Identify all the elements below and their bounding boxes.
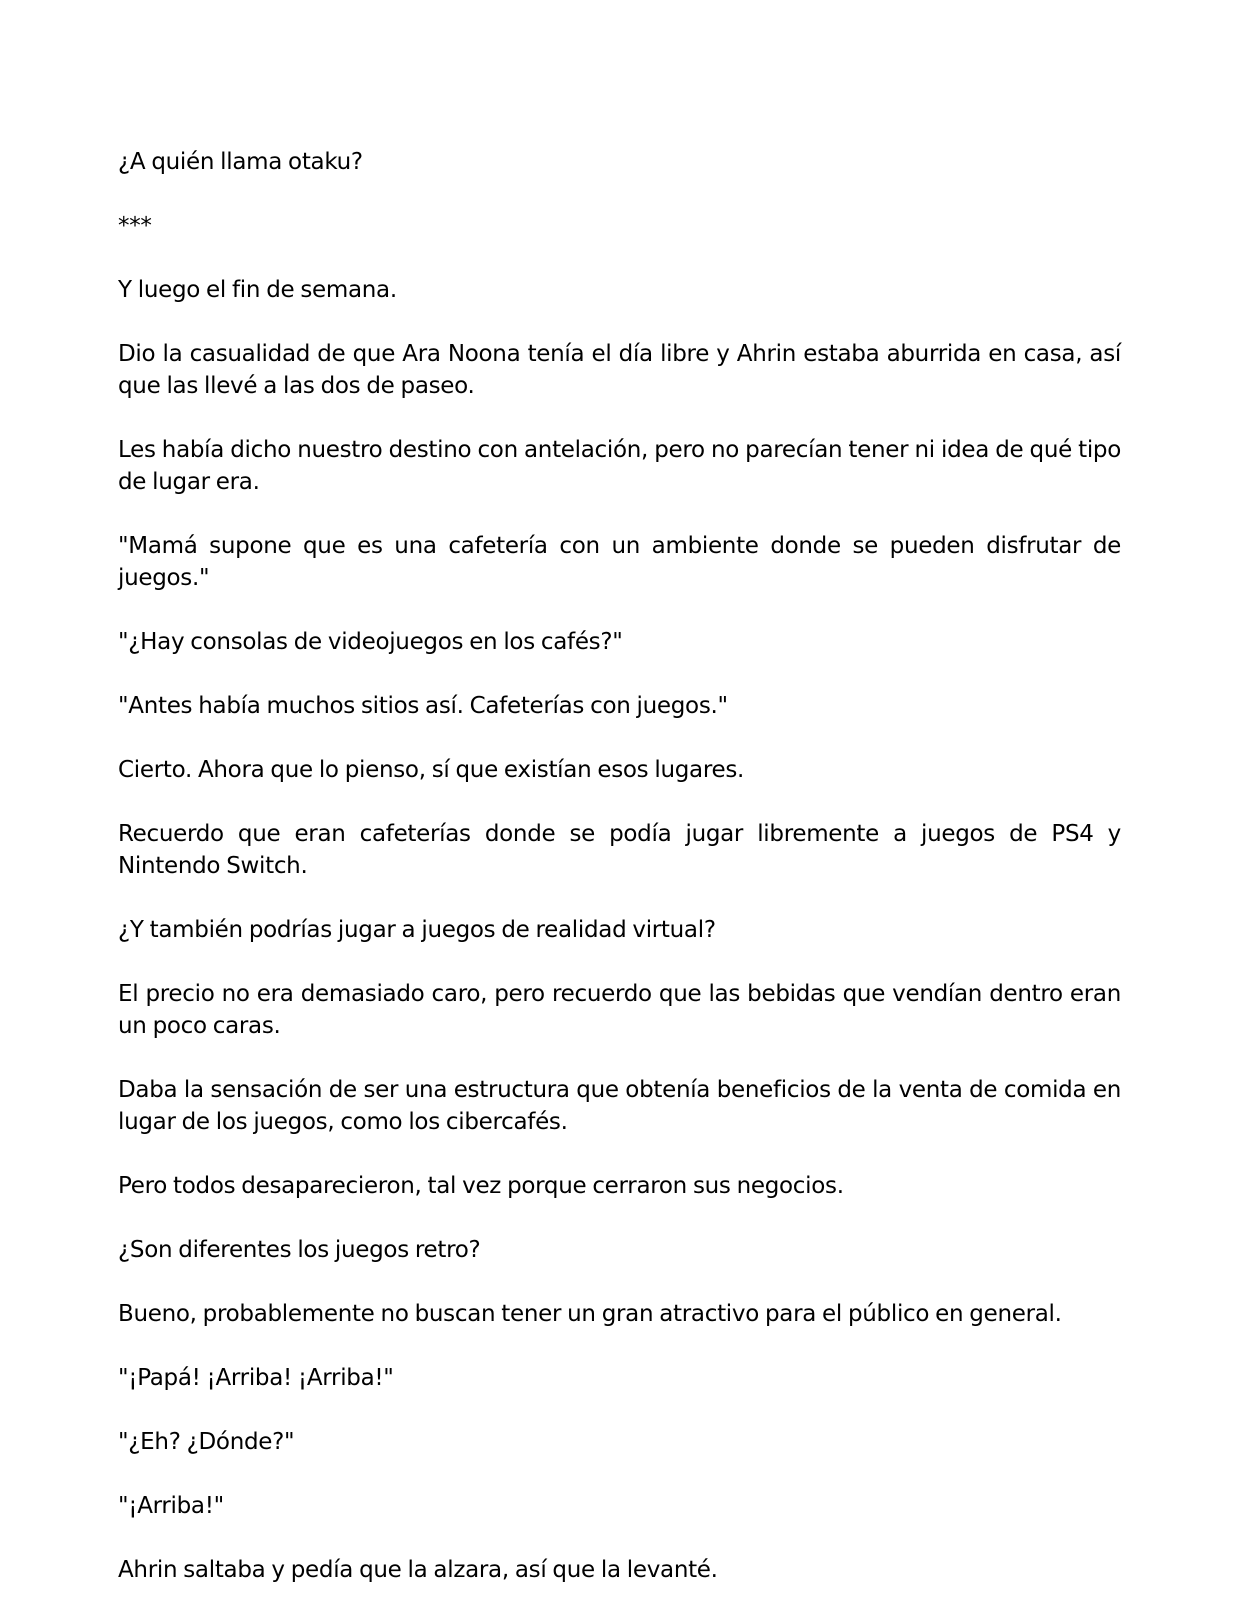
paragraph-scene-break: ***: [118, 213, 152, 239]
paragraph: ¿Y también podrías jugar a juegos de realidad virtual?: [118, 917, 716, 943]
paragraph-dialogue: "Antes había muchos sitios así. Cafeterías con juegos.": [118, 693, 728, 719]
paragraph: Bueno, probablemente no buscan tener un gran atractivo para el público en general.: [118, 1301, 1062, 1327]
paragraph-dialogue: "Mamá supone que es una cafetería con un ambiente donde se pueden disfrutar de juegos.": [118, 533, 1121, 591]
document-body: [118, 146, 1121, 1618]
paragraph-dialogue: "¿Hay consolas de videojuegos en los cafés?": [118, 629, 623, 655]
paragraph: Recuerdo que eran cafeterías donde se podía jugar libremente a juegos de PS4 y Nintendo Switch.: [118, 821, 1121, 879]
paragraph: Pero todos desaparecieron, tal vez porque cerraron sus negocios.: [118, 1173, 844, 1199]
paragraph: Les había dicho nuestro destino con antelación, pero no parecían tener ni idea de qué tipo de lugar era.: [118, 437, 1121, 495]
paragraph-dialogue: "¿Eh? ¿Dónde?": [118, 1429, 295, 1455]
paragraph-dialogue: "¡Papá! ¡Arriba! ¡Arriba!": [118, 1365, 394, 1391]
paragraph: Cierto. Ahora que lo pienso, sí que existían esos lugares.: [118, 757, 745, 783]
paragraph: Dio la casualidad de que Ara Noona tenía el día libre y Ahrin estaba aburrida en casa, así que las llevé a las dos de paseo.: [118, 341, 1121, 399]
paragraph: Daba la sensación de ser una estructura que obtenía beneficios de la venta de comida en lugar de los juegos, como los cibercafés.: [118, 1077, 1121, 1135]
paragraph: Ahrin saltaba y pedía que la alzara, así que la levanté.: [118, 1557, 718, 1583]
paragraph-dialogue: "¡Arriba!": [118, 1493, 224, 1519]
paragraph: ¿Son diferentes los juegos retro?: [118, 1237, 481, 1263]
paragraph-title: ¿A quién llama otaku?: [118, 149, 363, 175]
paragraph: Y luego el fin de semana.: [118, 277, 397, 303]
paragraph: El precio no era demasiado caro, pero recuerdo que las bebidas que vendían dentro eran un poco caras.: [118, 981, 1121, 1039]
